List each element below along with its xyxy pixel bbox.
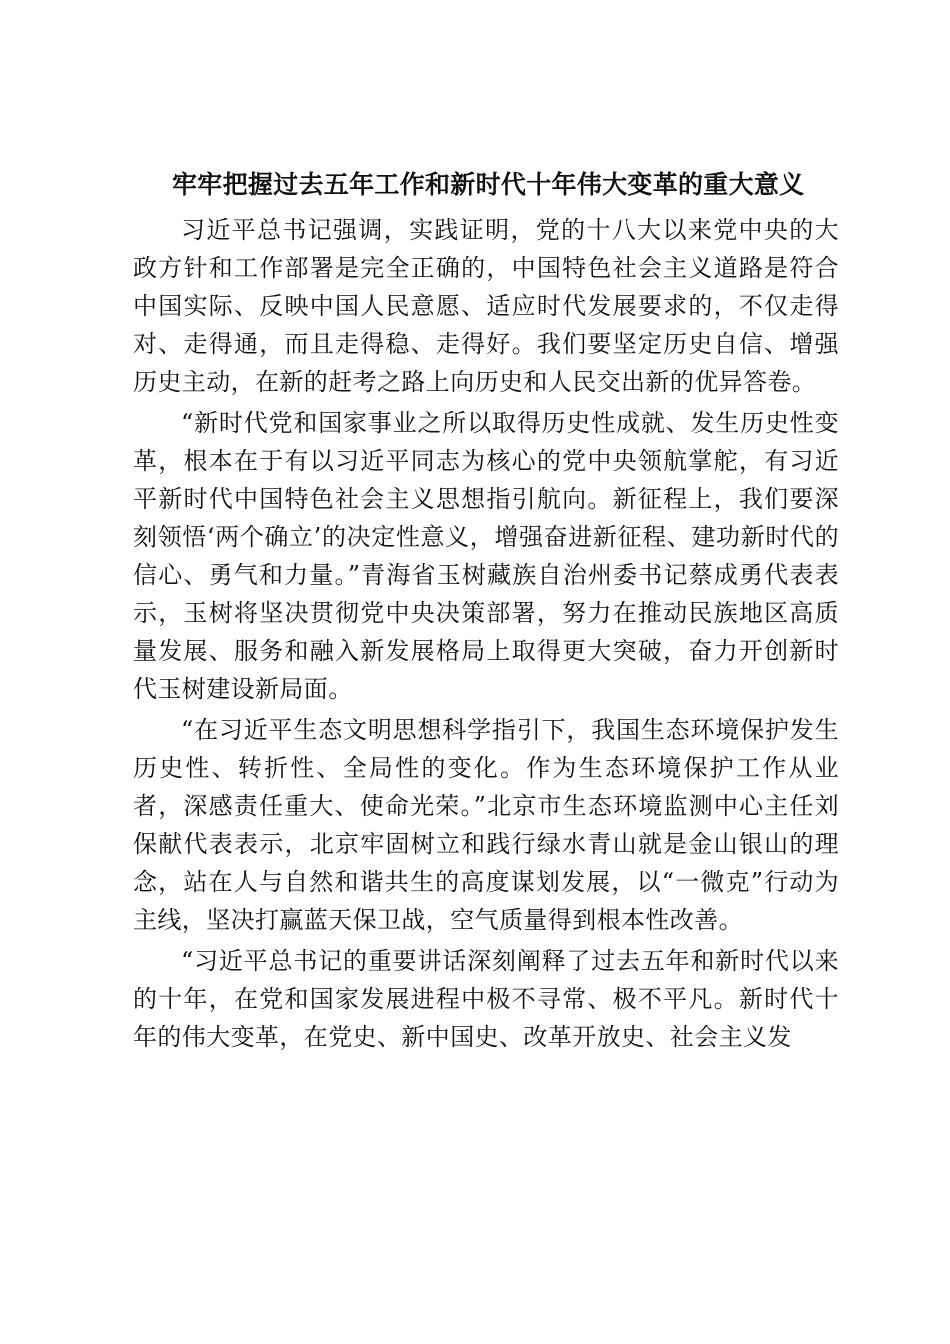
document-title: 牢牢把握过去五年工作和新时代十年伟大变革的重大意义 — [172, 170, 805, 199]
paragraph-1: 习近平总书记强调，实践证明，党的十八大以来党中央的大政方针和工作部署是完全正确的，中国特色社会主义道路是符合中国实际、反映中国人民意愿、适应时代发展要求的，不仅走得对、走得通，而且走得稳、走得好。我们要坚定历史自信、增强历史主动，在新的赶考之路上向历史和人民交出新的优异答卷。 — [133, 216, 839, 396]
paragraph-2: “新时代党和国家事业之所以取得历史性成就、发生历史性变革，根本在于有以习近平同志为核心的党中央领航掌舵，有习近平新时代中国特色社会主义思想指引航向。新征程上，我们要深刻领悟‘两个确立’的决定性意义，增强奋进新征程、建功新时代的信心、勇气和力量。”青海省玉树藏族自治州委书记蔡成勇代表表示，玉树将坚决贯彻党中央决策部署，努力在推动民族地区高质量发展、服务和融入新发展格局上取得更大突破，奋力开创新时代玉树建设新局面。 — [133, 409, 839, 703]
paragraph-4: “习近平总书记的重要讲话深刻阐释了过去五年和新时代以来的十年，在党和国家发展进程中极不寻常、极不平凡。新时代十年的伟大变革，在党史、新中国史、改革开放史、社会主义发 — [133, 947, 839, 1051]
paragraph-3: “在习近平生态文明思想科学指引下，我国生态环境保护发生历史性、转折性、全局性的变化。作为生态环境保护工作从业者，深感责任重大、使命光荣。”北京市生态环境监测中心主任刘保献代表表示，北京牢固树立和践行绿水青山就是金山银山的理念，站在人与自然和谐共生的高度谋划发展，以“一微克”行动为主线，坚决打赢蓝天保卫战，空气质量得到根本性改善。 — [133, 716, 839, 934]
document-body — [133, 162, 839, 1059]
